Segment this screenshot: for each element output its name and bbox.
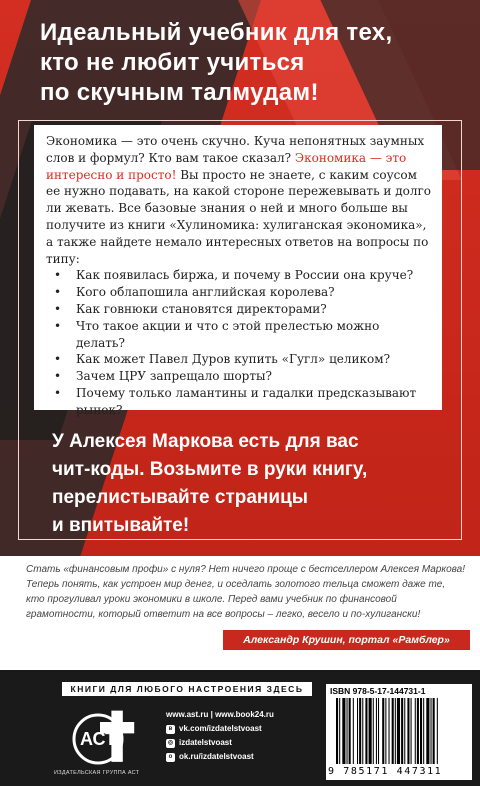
list-item — [46, 351, 432, 368]
intro-part: Вы просто не знаете, с каким соусом ее нужно подавать, на какой стороне пережевывать и долго ли жевать. Все базовые знания о ней и много больше вы получите из книги «Хулиномика: хулиганская экономика», а также найдете немало интересных ответов на вопросы по типу: — [46, 167, 431, 266]
barcode-bar — [362, 698, 363, 764]
intro-text — [46, 133, 432, 267]
question-text: Кого облапошила английская королева? — [76, 285, 335, 300]
barcode-bar — [401, 698, 403, 764]
barcode-bar — [397, 698, 400, 764]
cheat-codes-text — [52, 428, 452, 540]
logo-letters: АСТ — [80, 729, 117, 749]
review-block — [0, 556, 480, 670]
barcode-bar — [347, 698, 348, 764]
cheat-line: У Алексея Маркова есть для вас — [52, 431, 359, 452]
list-item — [46, 284, 432, 301]
publisher-footer — [0, 670, 480, 786]
social-link-text: izdatelstvoast — [179, 738, 232, 747]
barcode-bar — [336, 698, 338, 764]
barcode-bar — [359, 698, 361, 764]
barcode-bar — [357, 698, 358, 764]
barcode-bar — [426, 698, 429, 764]
barcode-bar — [342, 698, 345, 764]
list-item — [46, 318, 432, 352]
question-text: Как говнюки становятся директорами? — [76, 301, 327, 316]
cheat-line: и впитывайте! — [52, 515, 190, 536]
bullet-icon: • — [54, 301, 62, 316]
headline-line: Идеальный учебник для тех, — [40, 19, 393, 46]
barcode-bar — [431, 698, 432, 764]
barcode-bar — [365, 698, 367, 764]
intro-highlight: Экономика — это интересно и просто! — [46, 150, 407, 182]
barcode-block — [326, 684, 472, 780]
vk-icon: в — [166, 725, 175, 734]
site-link[interactable]: www.ast.ru | www.book24.ru — [166, 710, 274, 719]
barcode-bar — [385, 698, 386, 764]
instagram-icon: ◎ — [167, 739, 174, 746]
publisher-links — [166, 708, 316, 764]
barcode-bar — [349, 698, 351, 764]
cheat-line: чит-коды. Возьмите в руки книгу, — [52, 459, 368, 480]
barcode-bar — [353, 698, 354, 764]
list-item — [46, 385, 432, 419]
barcode-digits: 9 785171 447311 — [328, 766, 443, 777]
barcode-bar — [423, 698, 424, 764]
barcode-bar — [420, 698, 422, 764]
isbn-text: ISBN 978-5-17-144731-1 — [330, 686, 426, 696]
barcode-bar — [404, 698, 405, 764]
barcode-bar — [392, 698, 394, 764]
social-link-instagram[interactable] — [166, 736, 316, 750]
description-panel — [34, 125, 442, 417]
barcode-bar — [378, 698, 379, 764]
headline-line: кто не любит учиться — [40, 49, 305, 76]
barcode-bar — [339, 698, 340, 764]
barcode-bar — [433, 698, 435, 764]
barcode-bar — [369, 698, 372, 764]
barcode-bar — [437, 698, 438, 764]
cheat-line: перелистывайте страницы — [52, 487, 308, 508]
list-item — [46, 301, 432, 318]
bullet-icon: • — [54, 268, 62, 283]
barcode-bar — [395, 698, 396, 764]
bullet-icon: • — [54, 385, 62, 400]
barcode-bar — [407, 698, 409, 764]
questions-list — [46, 267, 432, 418]
barcode-bar — [417, 698, 419, 764]
list-item — [46, 267, 432, 284]
barcode-bar — [376, 698, 377, 764]
bullet-icon: • — [54, 318, 62, 333]
list-item — [46, 368, 432, 385]
review-author: Александр Крушин, портал «Рамблер» — [223, 630, 470, 650]
publisher-name: ИЗДАТЕЛЬСКАЯ ГРУППА АСТ — [54, 770, 140, 776]
question-text: Как появилась биржа, и почему в России она круче? — [76, 268, 414, 283]
barcode-bar — [389, 698, 390, 764]
barcode-icon — [336, 698, 464, 766]
intro-part: Экономика — это очень скучно. Куча непонятных заумных слов и формул? Кто вам такое сказал? — [46, 134, 425, 165]
question-text: Как может Павел Дуров купить «Гугл» целиком? — [76, 352, 391, 367]
headline-line: по скучным талмудам! — [40, 79, 319, 106]
barcode-bar — [415, 698, 416, 764]
barcode-bar — [411, 698, 412, 764]
question-text: Что такое акции и что с этой прелестью можно делать? — [76, 318, 380, 350]
ast-logo-icon — [60, 703, 150, 773]
publisher-tagline: КНИГИ ДЛЯ ЛЮБОГО НАСТРОЕНИЯ ЗДЕСЬ — [62, 682, 312, 696]
question-text: Зачем ЦРУ запрещало шорты? — [76, 369, 272, 384]
bullet-icon: • — [54, 285, 62, 300]
social-link-text: vk.com/izdatelstvoast — [179, 724, 262, 733]
social-link-vk[interactable] — [166, 722, 316, 736]
question-text: Почему только ламантины и гадалки предсказывают рынок? — [76, 385, 417, 417]
ok-icon: о — [166, 753, 175, 762]
headline — [40, 18, 460, 108]
bullet-icon: • — [54, 352, 62, 367]
review-text: Стать «финансовым профи» с нуля? Нет ничего проще с бестселлером Алексея Маркова! Теперь понять, как устроен мир денег, и оседлать золотого тельца сможет даже те, кто прогуливал уроки экономики в школе. Перед вами учебник по финансовой грамотности, который ответит на все вопросы – легко, весело и по-хулигански! — [26, 564, 466, 620]
bullet-icon: • — [54, 369, 62, 384]
barcode-bar — [382, 698, 384, 764]
social-link-text: ok.ru/izdatelstvoast — [179, 752, 254, 761]
barcode-bar — [373, 698, 374, 764]
social-link-ok[interactable] — [166, 750, 316, 764]
